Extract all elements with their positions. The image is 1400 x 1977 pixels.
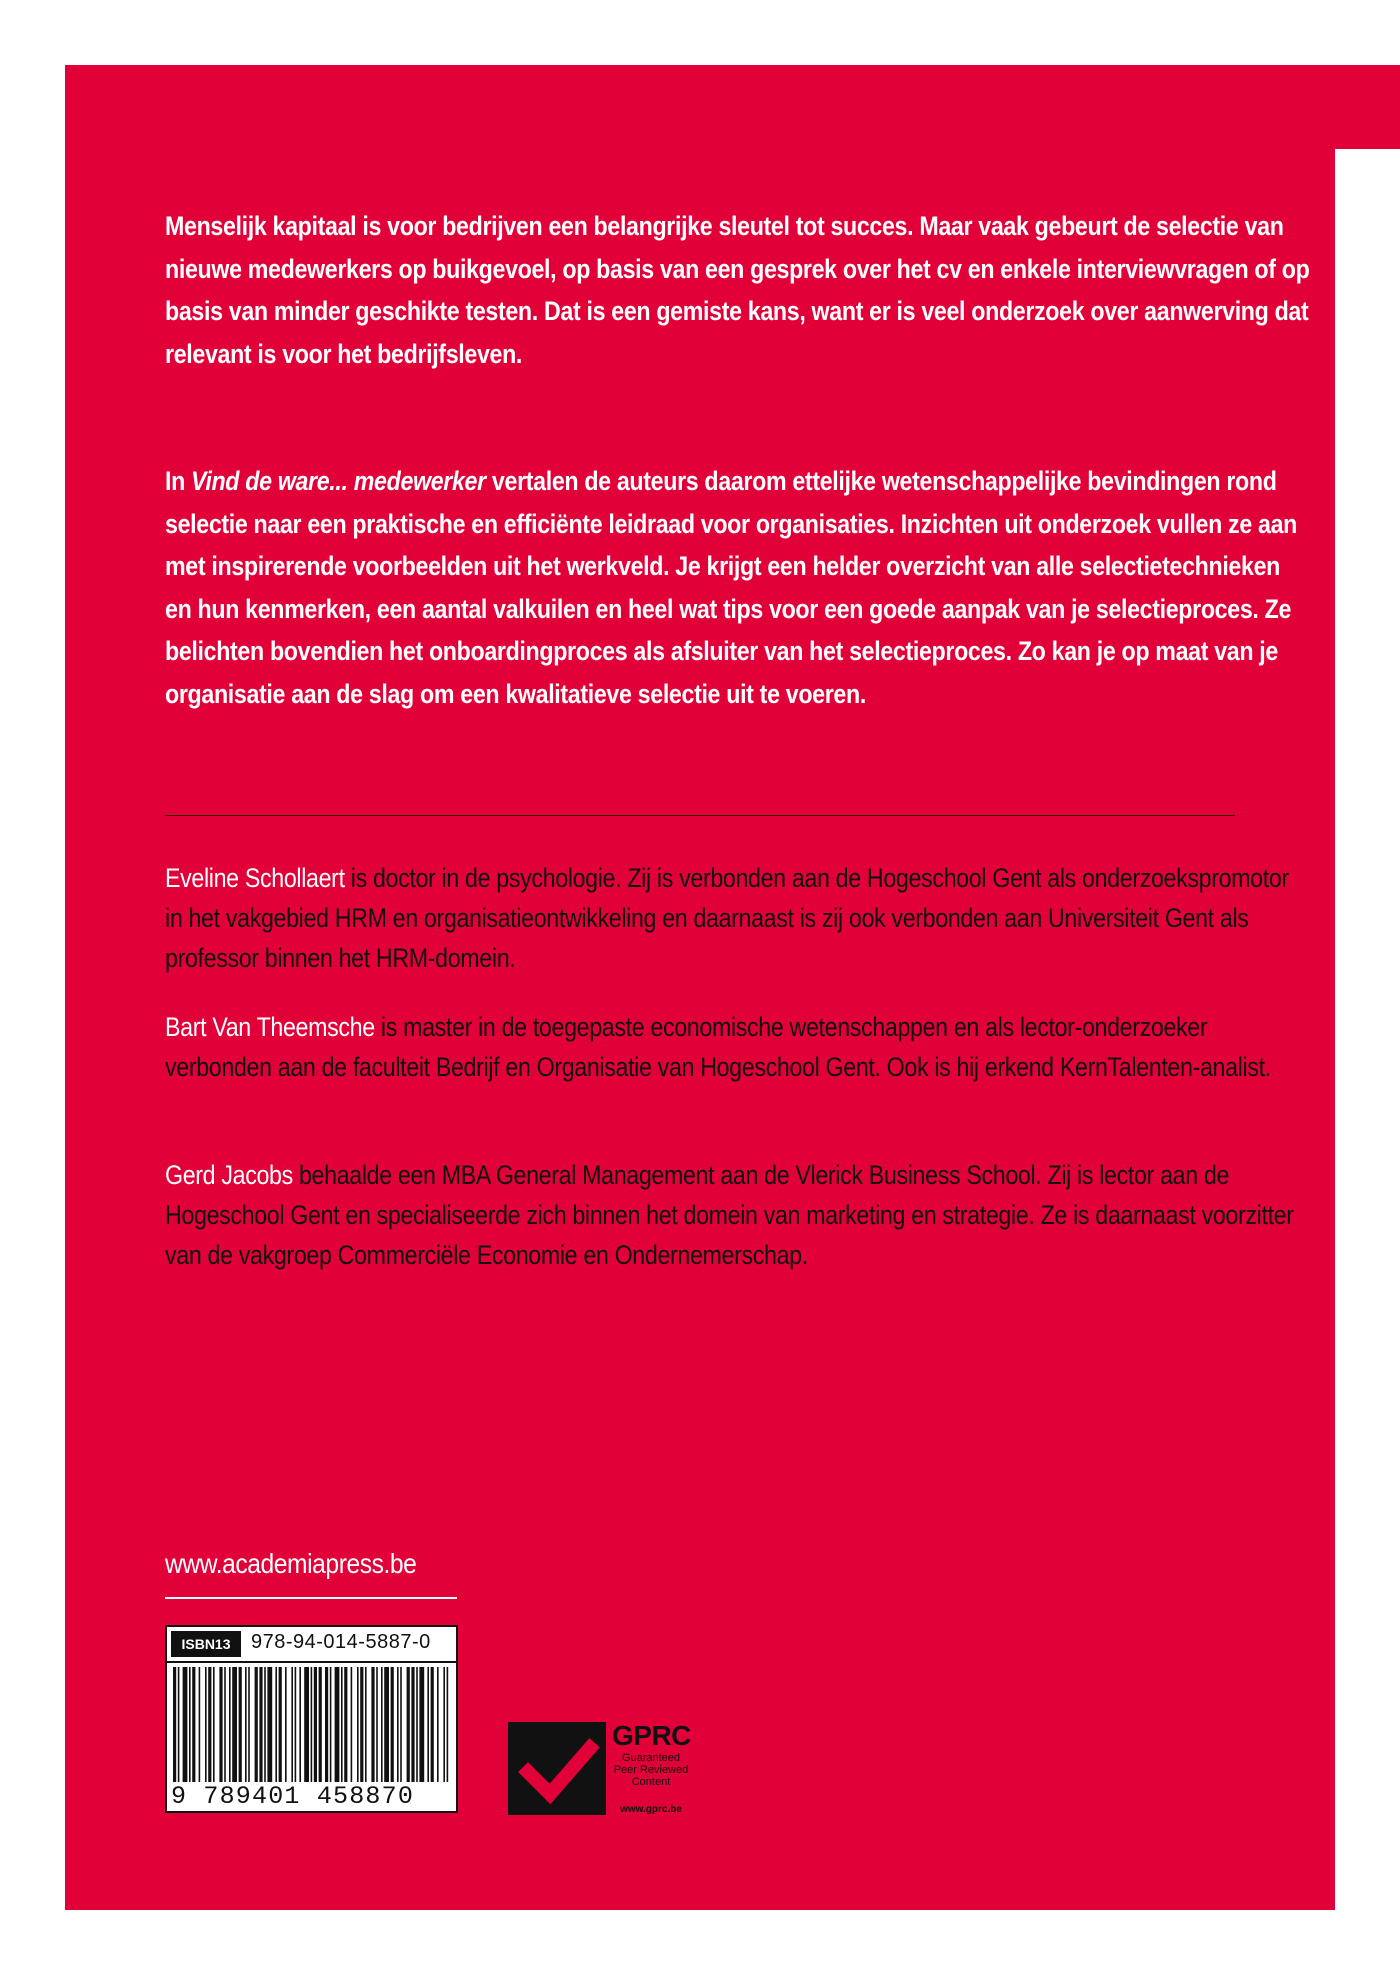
blurb-paragraph-2 [165,460,1297,716]
author-text-1: is doctor in de psychologie. Zij is verbonden aan de Hogeschool Gent als onderzoekspromotor in het vakgebied HRM en organisatieontwikkeling en daarnaast is zij ook verbonden aan Universiteit Gent als professor binnen het HRM-domein. [165,863,1289,973]
isbn-number: 978-94-014-5887-0 [251,1631,431,1653]
isbn-label: ISBN13 [171,1631,241,1657]
isbn-separator [167,1661,456,1663]
checkmark-icon [508,1722,606,1815]
author-name-3: Gerd Jacobs [165,1160,293,1190]
author-bio-2 [165,1007,1271,1087]
author-text-3: behaalde een MBA General Management aan de Vlerick Business School. Zij is lector aan de Hogeschool Gent en specialiseerde zich binnen het domein van marketing en strategie. Ze is daarnaast voorzitter van de vakgroep Commerciële Economie en Ondernemerschap. [165,1160,1294,1270]
cover-tab [1335,65,1400,149]
gprc-subtitle: Guaranteed Peer Reviewed Content [613,1752,689,1788]
isbn-barcode [165,1625,458,1813]
author-name-1: Eveline Schollaert [165,863,345,893]
url-underline [165,1597,457,1599]
book-title: Vind de ware... medewerker [191,466,486,496]
author-text-2: is master in de toegepaste economische wetenschappen en als lector-onderzoeker verbonden aan de faculteit Bedrijf en Organisatie van Hogeschool Gent. Ook is hij erkend KernTalenten-analist. [165,1012,1271,1082]
gprc-title: GPRC [612,1720,691,1751]
blurb-prefix: In [165,466,192,496]
gprc-logo [508,1722,693,1822]
blurb-rest: vertalen de auteurs daarom ettelijke wetenschappelijke bevindingen rond selectie naar een praktische en efficiënte leidraad voor organisaties. Inzichten uit onderzoek vullen ze aan met inspirerende voorbeelden uit het werkveld. Je krijgt een helder overzicht van alle selectietechnieken en hun kenmerken, een aantal valkuilen en heel wat tips voor een goede aanpak van je selectieproces. Ze belichten bovendien het onboardingproces als afsluiter van het selectieproces. Zo kan je op maat van je organisatie aan de slag om een kwalitatieve selectie uit te voeren. [165,466,1297,709]
blurb-text-2 [165,460,1311,716]
barcode-digits: 9 789401 458870 [171,1782,451,1811]
publisher-url[interactable]: www.academiapress.be [165,1548,417,1579]
divider [165,815,1235,816]
author-bio-3 [165,1155,1294,1275]
author-bio-1 [165,858,1289,978]
gprc-url: www.gprc.be [620,1804,682,1815]
blurb-paragraph-1 [165,205,1310,375]
gprc-checkmark-box [508,1722,606,1815]
author-name-2: Bart Van Theemsche [165,1012,375,1042]
blurb-text-1: Menselijk kapitaal is voor bedrijven een belangrijke sleutel tot succes. Maar vaak gebeurt de selectie van nieuwe medewerkers op buikgevoel, op basis van een gesprek over het cv en enkele interviewvragen of op basis van minder geschikte testen. Dat is een gemiste kans, want er is veel onderzoek over aanwerving dat relevant is voor het bedrijfsleven. [165,211,1310,369]
